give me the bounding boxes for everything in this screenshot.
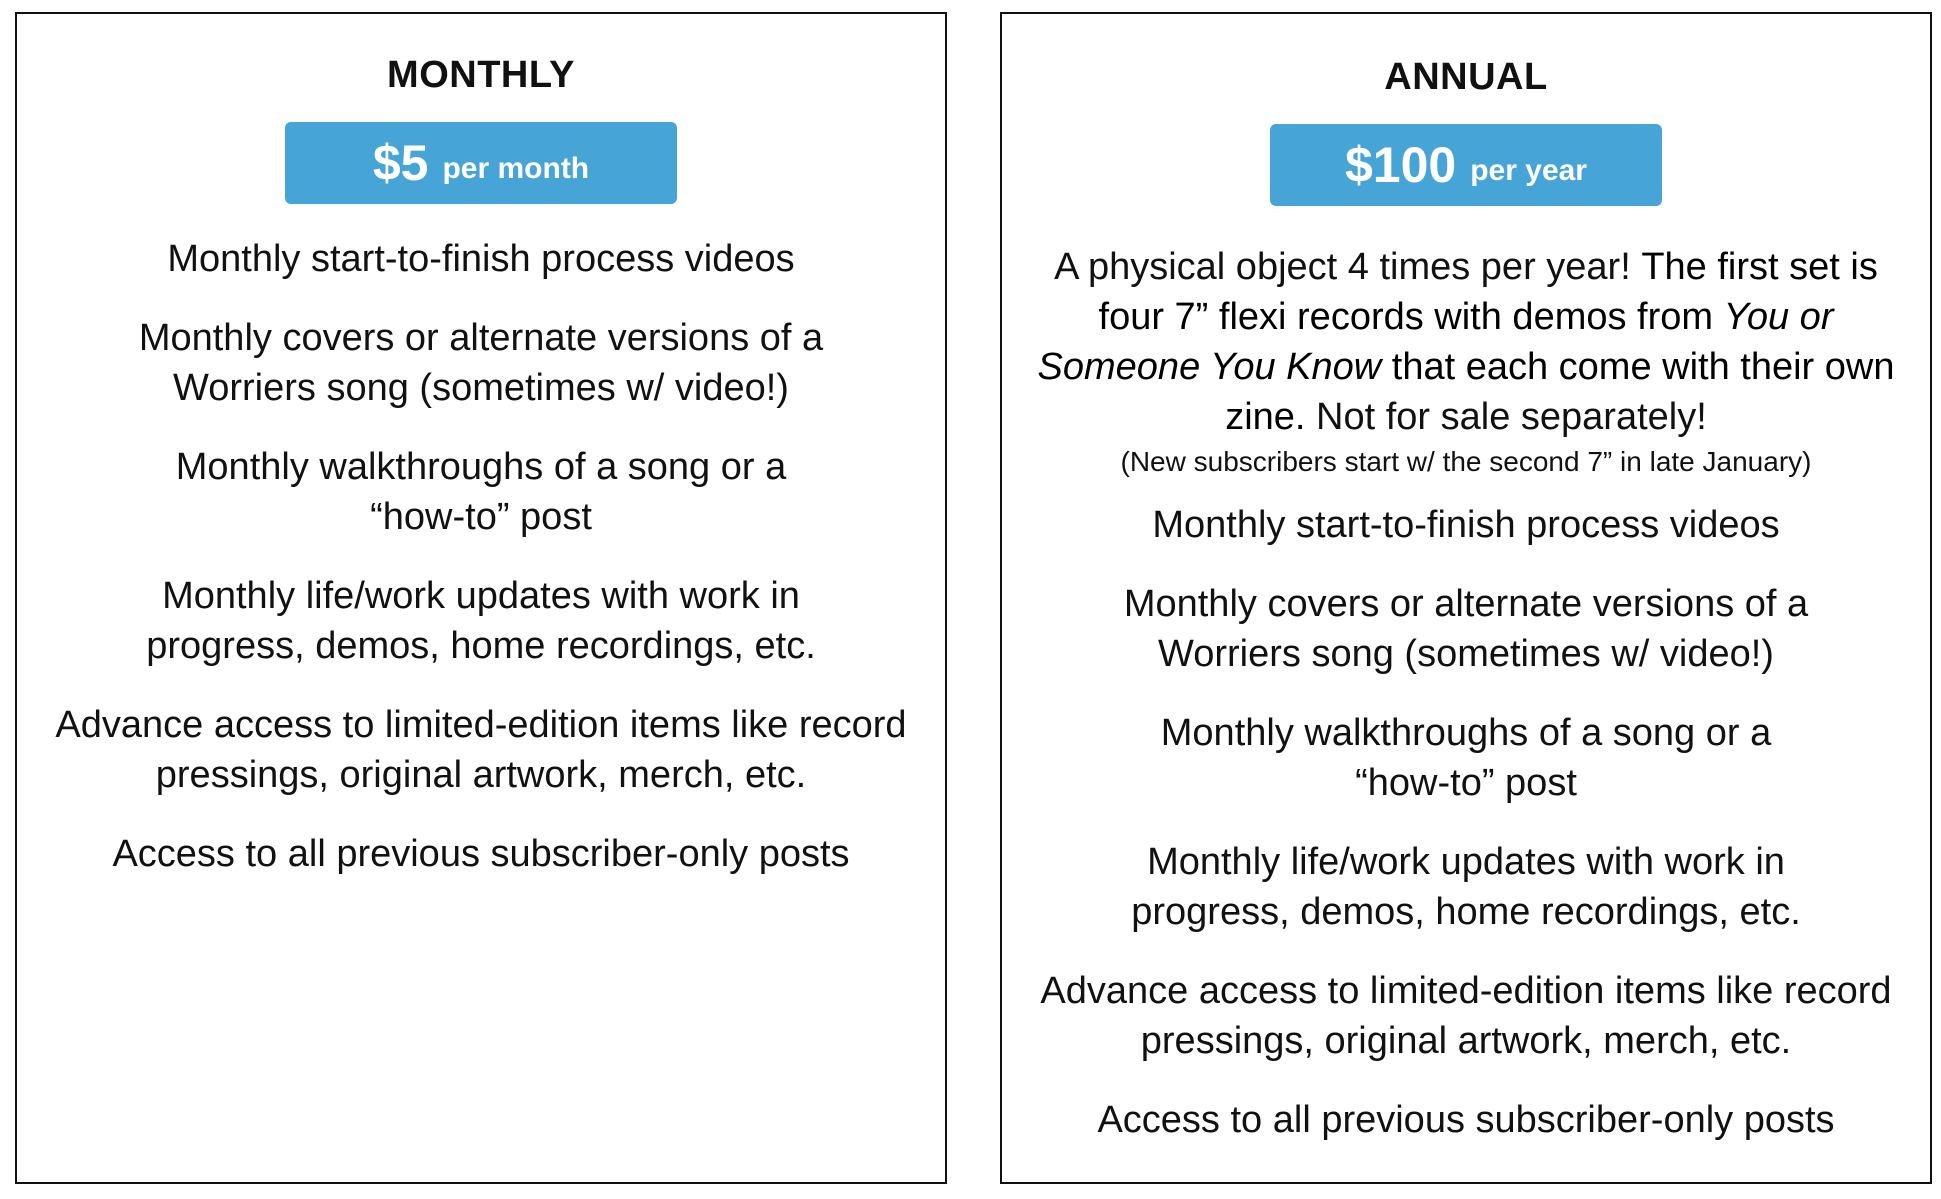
feature-life-updates: Monthly life/work updates with work in progress, demos, home recordings, etc. [1131, 841, 1801, 933]
monthly-price-period: per month [442, 152, 590, 185]
annual-price-period: per year [1470, 154, 1587, 187]
feature-walkthroughs: Monthly walkthroughs of a song or a “how-to” post [1160, 712, 1772, 804]
highlight-bold-a: The first set is four 7” flexi records with demos from [1098, 246, 1878, 338]
feature-advance-access: Advance access to limited-edition items like record pressings, original artwork, merch, etc. [1040, 970, 1892, 1062]
feature-covers: Monthly covers or alternate versions of a Worriers song (sometimes w/ video!) [1123, 583, 1809, 675]
feature-previous-posts: Access to all previous subscriber-only posts [112, 833, 850, 875]
monthly-feature-list [17, 234, 945, 879]
feature-life-updates: Monthly life/work updates with work in progress, demos, home recordings, etc. [146, 575, 816, 667]
feature-process-videos: Monthly start-to-finish process videos [1152, 504, 1780, 546]
feature-walkthroughs: Monthly walkthroughs of a song or a “how-to” post [175, 446, 787, 538]
highlight-intro: A physical object 4 times per year! [1054, 246, 1631, 288]
monthly-price-amount: $5 [372, 135, 429, 191]
physical-object-highlight [1026, 242, 1906, 442]
new-subscriber-note: (New subscribers start w/ the second 7” in late January) [1120, 446, 1812, 477]
annual-feature-list [1002, 242, 1930, 1145]
feature-covers: Monthly covers or alternate versions of a Worriers song (sometimes w/ video!) [138, 317, 824, 409]
monthly-plan-title: MONTHLY [387, 54, 575, 96]
annual-plan-card [1000, 12, 1932, 1184]
highlight-album-title: You or Someone You Know [1037, 296, 1834, 388]
monthly-price-button[interactable] [285, 122, 677, 204]
feature-advance-access: Advance access to limited-edition items like record pressings, original artwork, merch, etc. [55, 704, 907, 796]
annual-plan-title: ANNUAL [1384, 56, 1548, 98]
feature-process-videos: Monthly start-to-finish process videos [167, 238, 795, 280]
highlight-tail: Not for sale separately! [1316, 396, 1707, 438]
highlight-bold-b: that each come with their own zine. [1225, 346, 1895, 438]
feature-previous-posts: Access to all previous subscriber-only posts [1097, 1099, 1835, 1141]
annual-price-button[interactable] [1270, 124, 1662, 206]
monthly-plan-card [15, 12, 947, 1184]
annual-price-amount: $100 [1345, 137, 1457, 193]
